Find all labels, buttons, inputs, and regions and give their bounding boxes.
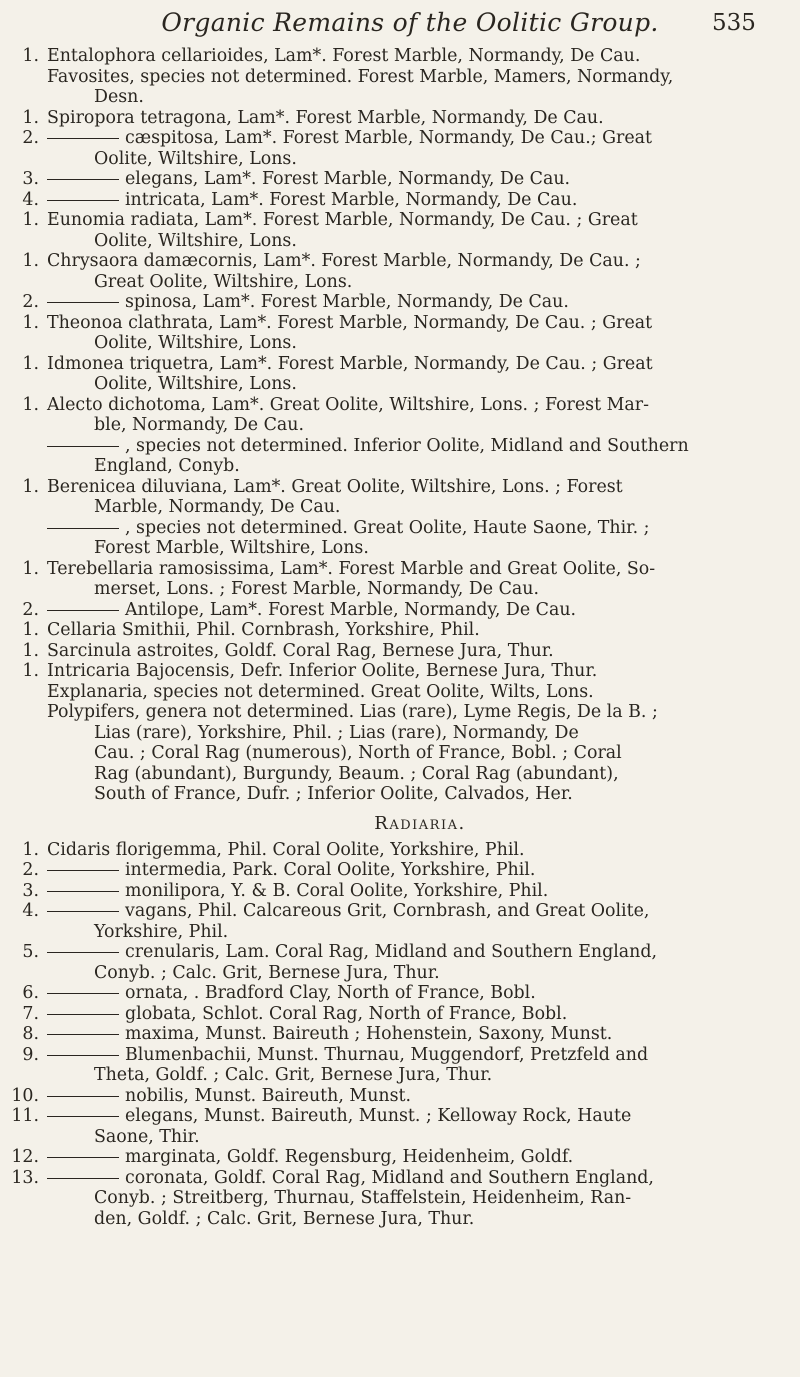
entry-text: Explanaria, species not determined. Great Oolite, Wilts, Lons.: [47, 681, 594, 702]
species-entry: [0, 901, 800, 942]
entry-body: [47, 1024, 782, 1045]
entry-body: [47, 860, 782, 881]
entry-number: 5.: [22, 942, 39, 962]
entry-number: 9.: [22, 1044, 39, 1065]
entry-text: Polypifers, genera not determined. Lias (rare), Lyme Regis, De la B. ;: [47, 702, 658, 722]
entry-number: 1.: [22, 558, 39, 579]
entry-first-line: [47, 983, 782, 1004]
entry-text: cæspitosa, Lam*. Forest Marble, Normandy, De Cau.; Great: [125, 128, 652, 148]
species-entry: [0, 559, 800, 600]
entry-body: [47, 682, 782, 703]
entry-text: nobilis, Munst. Baireuth, Munst.: [125, 1085, 412, 1106]
species-entry: [0, 395, 800, 436]
entry-body: [47, 1086, 782, 1107]
entry-text: monilipora, Y. & B. Coral Oolite, Yorkshire, Phil.: [125, 880, 549, 901]
entry-body: [47, 840, 782, 861]
entry-continuation-line: Rag (abundant), Burgundy, Beaum. ; Coral Rag (abundant),: [94, 763, 619, 784]
entry-number: 4.: [22, 189, 39, 210]
entry-first-line: [47, 901, 782, 922]
entry-body: [47, 1106, 782, 1147]
entry-body: [47, 108, 782, 129]
entry-number: 1.: [22, 476, 39, 497]
species-entry: [0, 169, 800, 190]
entry-text: Antilope, Lam*. Forest Marble, Normandy, De Cau.: [125, 599, 577, 620]
species-entry: [0, 840, 800, 861]
species-entry: [0, 354, 800, 395]
entry-continuation-line: Yorkshire, Phil.: [94, 921, 229, 942]
species-entry: [0, 641, 800, 662]
entry-continuation-line: Desn.: [94, 87, 144, 107]
entry-text: Eunomia radiata, Lam*. Forest Marble, Normandy, De Cau. ; Great: [47, 210, 638, 230]
entry-first-line: [47, 436, 782, 457]
entry-number: 1.: [22, 46, 39, 66]
genus-repeat-dash: [47, 610, 119, 611]
entry-first-line: [47, 292, 782, 313]
entry-text: Chrysaora damæcornis, Lam*. Forest Marble, Normandy, De Cau. ;: [47, 251, 641, 271]
species-entry: [0, 702, 800, 805]
entry-body: [47, 251, 782, 292]
entry-body: [47, 1004, 782, 1025]
entry-first-line: [47, 67, 782, 88]
radiaria-list: [0, 840, 800, 1230]
entry-number: 7.: [22, 1003, 39, 1024]
entry-continuation-line: Oolite, Wiltshire, Lons.: [94, 230, 297, 251]
entry-text: Terebellaria ramosissima, Lam*. Forest Marble and Great Oolite, So-: [47, 558, 656, 579]
entry-body: [47, 46, 782, 67]
species-entry: [0, 682, 800, 703]
entry-continuation-line: Cau. ; Coral Rag (numerous), North of France, Bobl. ; Coral: [94, 743, 622, 763]
entry-body: [47, 67, 782, 108]
entry-number: 2.: [22, 599, 39, 620]
genus-repeat-dash: [47, 1014, 119, 1015]
entry-first-line: [47, 702, 782, 723]
entry-continuation-line: Conyb. ; Streitberg, Thurnau, Staffelstein, Heidenheim, Ran-: [94, 1188, 632, 1208]
entry-body: [47, 901, 782, 942]
species-entry: [0, 1045, 800, 1086]
entry-number: 1.: [22, 251, 39, 271]
genus-repeat-dash: [47, 1157, 119, 1158]
genus-repeat-dash: [47, 179, 119, 180]
species-entry: [0, 210, 800, 251]
entry-continuation-line: Lias (rare), Yorkshire, Phil. ; Lias (rare), Normandy, De: [94, 722, 579, 743]
entry-body: [47, 190, 782, 211]
entry-number: 1.: [22, 661, 39, 681]
entry-text: Alecto dichotoma, Lam*. Great Oolite, Wiltshire, Lons. ; Forest Mar-: [47, 394, 649, 415]
entry-text: Cellaria Smithii, Phil. Cornbrash, Yorkshire, Phil.: [47, 620, 480, 640]
entry-number: 12.: [11, 1147, 39, 1167]
species-entry: [0, 983, 800, 1004]
entry-continuation-line: Theta, Goldf. ; Calc. Grit, Bernese Jura, Thur.: [94, 1065, 493, 1085]
entry-number: 13.: [11, 1167, 39, 1188]
entry-text: coronata, Goldf. Coral Rag, Midland and Southern England,: [125, 1167, 654, 1188]
entry-text: globata, Schlot. Coral Rag, North of France, Bobl.: [125, 1003, 568, 1024]
species-entry: [0, 881, 800, 902]
entry-number: 1.: [22, 210, 39, 230]
entry-body: [47, 881, 782, 902]
entry-body: [47, 600, 782, 621]
species-entry: [0, 251, 800, 292]
species-entry: [0, 600, 800, 621]
entry-body: [47, 518, 782, 559]
entry-text: Sarcinula astroites, Goldf. Coral Rag, Bernese Jura, Thur.: [47, 640, 554, 661]
entry-number: 1.: [22, 394, 39, 415]
species-entry: [0, 128, 800, 169]
species-entry: [0, 1004, 800, 1025]
entry-continuation-line: Conyb. ; Calc. Grit, Bernese Jura, Thur.: [94, 962, 440, 983]
entry-number: 2.: [22, 292, 39, 312]
genus-repeat-dash: [47, 1055, 119, 1056]
genus-repeat-dash: [47, 528, 119, 529]
entry-first-line: [47, 661, 782, 682]
species-entry: [0, 942, 800, 983]
species-entry: [0, 108, 800, 129]
entry-text: Entalophora cellarioides, Lam*. Forest Marble, Normandy, De Cau.: [47, 46, 641, 66]
entry-text: Intricaria Bajocensis, Defr. Inferior Oolite, Bernese Jura, Thur.: [47, 661, 598, 681]
entry-first-line: [47, 251, 782, 272]
entry-first-line: [47, 942, 782, 963]
section-heading: Radiaria.: [374, 812, 466, 834]
entry-text: marginata, Goldf. Regensburg, Heidenheim, Goldf.: [125, 1147, 574, 1167]
entry-first-line: [47, 860, 782, 881]
entry-body: [47, 559, 782, 600]
entry-number: 1.: [22, 107, 39, 128]
entry-text: elegans, Munst. Baireuth, Munst. ; Kelloway Rock, Haute: [125, 1106, 632, 1126]
entry-first-line: [47, 190, 782, 211]
entry-continuation-line: Oolite, Wiltshire, Lons.: [94, 333, 297, 353]
entry-first-line: [47, 313, 782, 334]
entry-body: [47, 942, 782, 983]
entry-number: 8.: [22, 1024, 39, 1044]
entry-body: [47, 354, 782, 395]
entry-continuation-line: ble, Normandy, De Cau.: [94, 415, 304, 435]
species-entry: [0, 1147, 800, 1168]
entry-list: [0, 46, 800, 1229]
entry-first-line: [47, 641, 782, 662]
entry-continuation-line: Great Oolite, Wiltshire, Lons.: [94, 271, 353, 292]
entry-first-line: [47, 840, 782, 861]
entry-first-line: [47, 600, 782, 621]
entry-body: [47, 477, 782, 518]
species-entry: [0, 860, 800, 881]
entry-number: 6.: [22, 983, 39, 1003]
entry-continuation-line: South of France, Dufr. ; Inferior Oolite, Calvados, Her.: [94, 784, 573, 804]
entry-text: , species not determined. Great Oolite, Haute Saone, Thir. ;: [125, 517, 650, 538]
entry-body: [47, 620, 782, 641]
entry-text: crenularis, Lam. Coral Rag, Midland and Southern England,: [125, 942, 658, 962]
entry-body: [47, 436, 782, 477]
species-entry: [0, 292, 800, 313]
entry-body: [47, 1147, 782, 1168]
entry-first-line: [47, 881, 782, 902]
entry-body: [47, 292, 782, 313]
entry-number: 1.: [22, 640, 39, 661]
species-entry: [0, 436, 800, 477]
entry-continuation-line: England, Conyb.: [94, 456, 240, 476]
genus-repeat-dash: [47, 138, 119, 139]
entry-continuation-line: Forest Marble, Wiltshire, Lons.: [94, 538, 369, 558]
entry-text: elegans, Lam*. Forest Marble, Normandy, De Cau.: [125, 169, 571, 189]
species-entry: [0, 46, 800, 67]
entry-body: [47, 661, 782, 682]
entry-body: [47, 1045, 782, 1086]
species-entry: [0, 620, 800, 641]
entry-body: [47, 702, 782, 805]
genus-repeat-dash: [47, 891, 119, 892]
entry-first-line: [47, 1086, 782, 1107]
entry-first-line: [47, 1024, 782, 1045]
genus-repeat-dash: [47, 993, 119, 994]
entry-first-line: [47, 108, 782, 129]
entry-number: 1.: [22, 312, 39, 333]
entry-body: [47, 169, 782, 190]
species-entry: [0, 661, 800, 682]
entry-first-line: [47, 559, 782, 580]
bryozoa-list: [0, 46, 800, 805]
entry-continuation-line: den, Goldf. ; Calc. Grit, Bernese Jura, Thur.: [94, 1208, 475, 1229]
entry-number: 1.: [22, 620, 39, 640]
entry-first-line: [47, 682, 782, 703]
entry-first-line: [47, 395, 782, 416]
entry-number: 11.: [11, 1106, 39, 1126]
species-entry: [0, 518, 800, 559]
entry-first-line: [47, 1168, 782, 1189]
species-entry: [0, 1024, 800, 1045]
entry-body: [47, 313, 782, 354]
entry-continuation-line: Marble, Normandy, De Cau.: [94, 497, 341, 517]
species-entry: [0, 1106, 800, 1147]
entry-number: 3.: [22, 169, 39, 189]
entry-first-line: [47, 1147, 782, 1168]
genus-repeat-dash: [47, 911, 119, 912]
entry-text: Spiropora tetragona, Lam*. Forest Marble, Normandy, De Cau.: [47, 107, 604, 128]
entry-first-line: [47, 1106, 782, 1127]
entry-number: 1.: [22, 839, 39, 860]
entry-first-line: [47, 46, 782, 67]
species-entry: [0, 1086, 800, 1107]
page-header: [0, 8, 800, 40]
species-entry: [0, 67, 800, 108]
species-entry: [0, 190, 800, 211]
species-entry: [0, 1168, 800, 1230]
entry-text: Favosites, species not determined. Forest Marble, Mamers, Normandy,: [47, 66, 674, 87]
entry-first-line: [47, 1004, 782, 1025]
entry-text: Idmonea triquetra, Lam*. Forest Marble, Normandy, De Cau. ; Great: [47, 353, 653, 374]
genus-repeat-dash: [47, 302, 119, 303]
entry-first-line: [47, 518, 782, 539]
genus-repeat-dash: [47, 446, 119, 447]
entry-text: Berenicea diluviana, Lam*. Great Oolite, Wiltshire, Lons. ; Forest: [47, 476, 623, 497]
genus-repeat-dash: [47, 1034, 119, 1035]
entry-first-line: [47, 620, 782, 641]
entry-continuation-line: Oolite, Wiltshire, Lons.: [94, 374, 297, 394]
entry-first-line: [47, 354, 782, 375]
entry-text: spinosa, Lam*. Forest Marble, Normandy, De Cau.: [125, 292, 569, 312]
entry-text: intricata, Lam*. Forest Marble, Normandy, De Cau.: [125, 189, 578, 210]
entry-text: vagans, Phil. Calcareous Grit, Cornbrash, and Great Oolite,: [125, 901, 650, 921]
entry-body: [47, 210, 782, 251]
running-title: Organic Remains of the Oolitic Group.: [161, 8, 659, 37]
entry-number: 3.: [22, 880, 39, 901]
genus-repeat-dash: [47, 200, 119, 201]
genus-repeat-dash: [47, 870, 119, 871]
entry-text: Blumenbachii, Munst. Thurnau, Muggendorf, Pretzfeld and: [125, 1044, 649, 1065]
entry-text: Theonoa clathrata, Lam*. Forest Marble, Normandy, De Cau. ; Great: [47, 312, 653, 333]
entry-body: [47, 1168, 782, 1230]
entry-first-line: [47, 477, 782, 498]
species-entry: [0, 313, 800, 354]
entry-first-line: [47, 210, 782, 231]
entry-number: 4.: [22, 901, 39, 921]
entry-number: 2.: [22, 860, 39, 880]
entry-body: [47, 128, 782, 169]
entry-continuation-line: merset, Lons. ; Forest Marble, Normandy, De Cau.: [94, 579, 540, 599]
species-entry: [0, 477, 800, 518]
entry-first-line: [47, 169, 782, 190]
genus-repeat-dash: [47, 1116, 119, 1117]
page-number: 535: [712, 10, 756, 36]
entry-body: [47, 395, 782, 436]
entry-number: 1.: [22, 353, 39, 374]
entry-text: intermedia, Park. Coral Oolite, Yorkshire, Phil.: [125, 860, 536, 880]
entry-number: 2.: [22, 128, 39, 148]
genus-repeat-dash: [47, 1178, 119, 1179]
genus-repeat-dash: [47, 952, 119, 953]
entry-continuation-line: Oolite, Wiltshire, Lons.: [94, 148, 297, 169]
entry-text: , species not determined. Inferior Oolite, Midland and Southern: [125, 435, 689, 456]
entry-number: 10.: [11, 1085, 39, 1106]
genus-repeat-dash: [47, 1096, 119, 1097]
entry-text: Cidaris florigemma, Phil. Coral Oolite, Yorkshire, Phil.: [47, 839, 525, 860]
entry-body: [47, 983, 782, 1004]
entry-body: [47, 641, 782, 662]
entry-text: ornata, . Bradford Clay, North of France, Bobl.: [125, 983, 536, 1003]
entry-continuation-line: Saone, Thir.: [94, 1126, 200, 1147]
entry-first-line: [47, 1045, 782, 1066]
entry-text: maxima, Munst. Baireuth ; Hohenstein, Saxony, Munst.: [125, 1024, 613, 1044]
entry-first-line: [47, 128, 782, 149]
